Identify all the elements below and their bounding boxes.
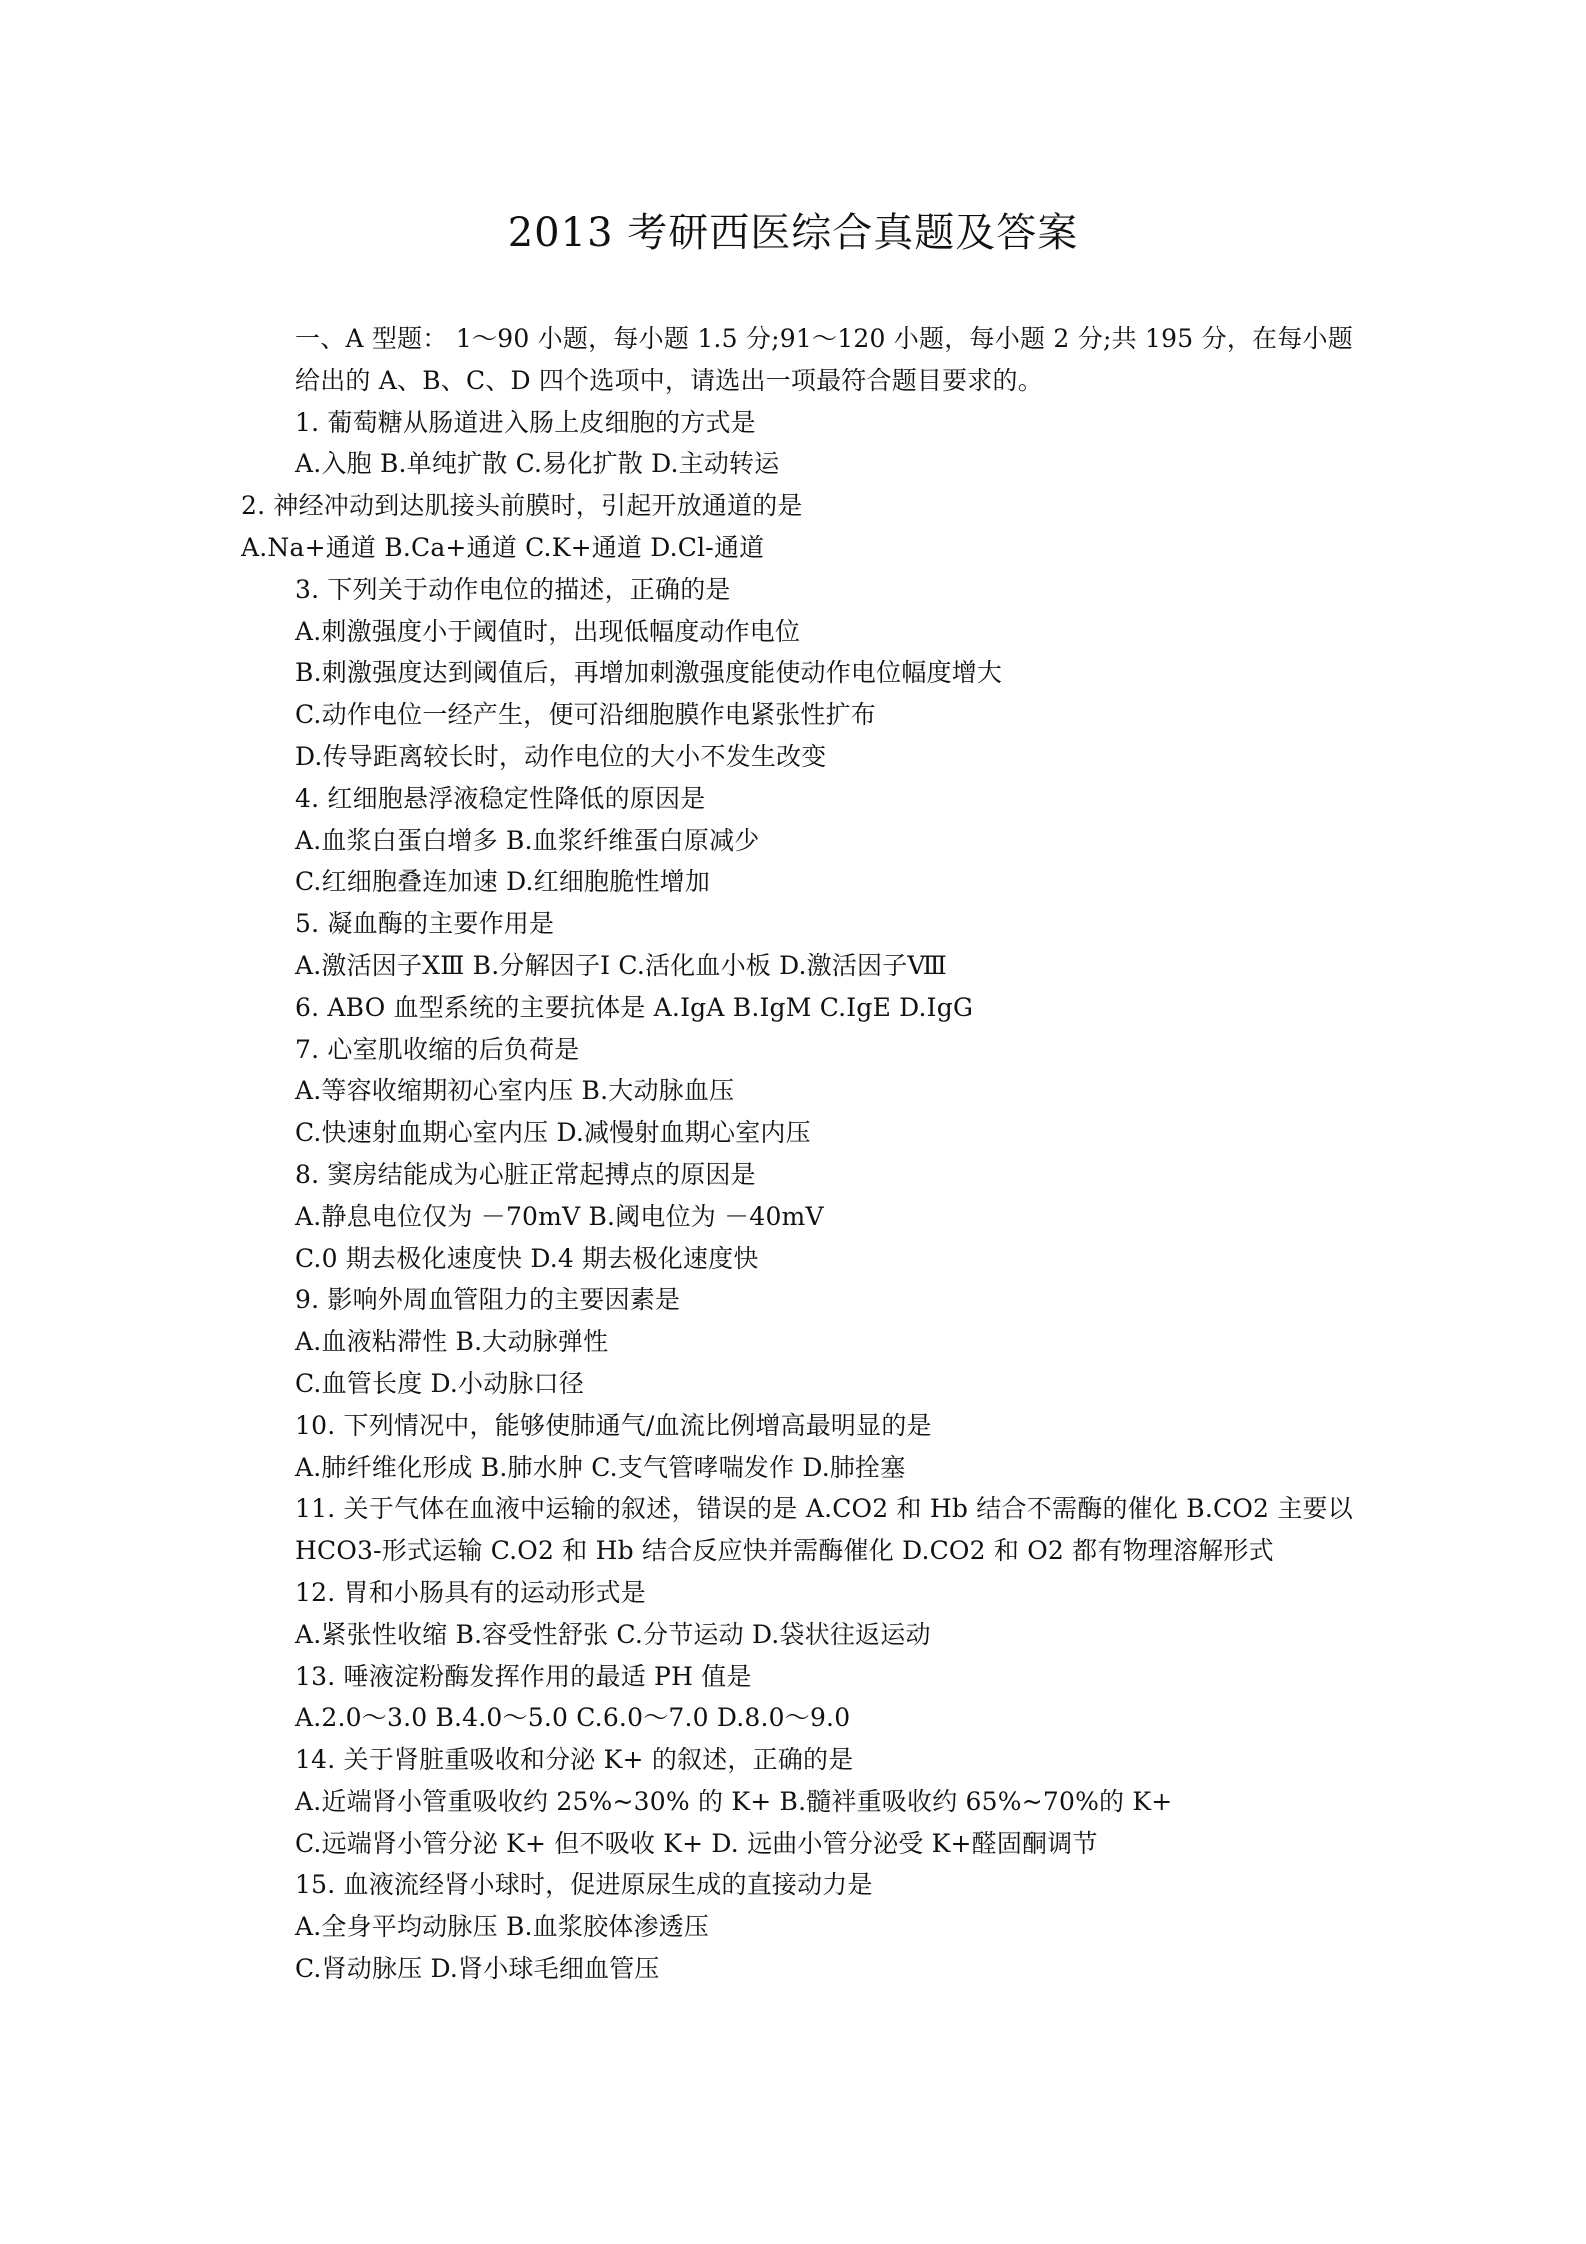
text-line: 9. 影响外周血管阻力的主要因素是 [295, 1285, 681, 1315]
text-line: 5. 凝血酶的主要作用是 [295, 909, 555, 939]
text-line: 一、A 型题： 1～90 小题，每小题 1.5 分;91～120 小题，每小题 2 分;共 195 分，在每小题给出的 A、B、C、D 四个选项中，请选出一项最符合题目要求的。 [295, 324, 1353, 395]
text-line: 12. 胃和小肠具有的运动形式是 [295, 1577, 646, 1607]
text-line: C.红细胞叠连加速 D.红细胞脆性增加 [295, 867, 711, 897]
text-line: 15. 血液流经肾小球时，促进原尿生成的直接动力是 [295, 1870, 873, 1900]
text-line: A.近端肾小管重吸收约 25%~30% 的 K+ B.髓袢重吸收约 65%~70%的 K+ [295, 1786, 1173, 1816]
text-line: A.等容收缩期初心室内压 B.大动脉血压 [295, 1076, 735, 1106]
text-line: 7. 心室肌收缩的后负荷是 [295, 1034, 580, 1064]
text-line: 3. 下列关于动作电位的描述，正确的是 [295, 574, 731, 604]
text-line: A.血浆白蛋白增多 B.血浆纤维蛋白原减少 [295, 825, 760, 855]
text-line: A.全身平均动脉压 B.血浆胶体渗透压 [295, 1912, 710, 1942]
text-line: 2. 神经冲动到达肌接头前膜时，引起开放通道的是 [241, 491, 803, 521]
text-line: A.血液粘滞性 B.大动脉弹性 [295, 1327, 609, 1357]
text-line: A.静息电位仅为 －70mV B.阈电位为 －40mV [295, 1201, 824, 1231]
text-line: A.Na+通道 B.Ca+通道 C.K+通道 D.Cl-通道 [241, 532, 765, 562]
text-line: 14. 关于肾脏重吸收和分泌 K+ 的叙述，正确的是 [295, 1745, 854, 1775]
text-line: 10. 下列情况中，能够使肺通气/血流比例增高最明显的是 [295, 1410, 932, 1440]
text-line: D.传导距离较长时，动作电位的大小不发生改变 [295, 741, 827, 771]
text-line: A.激活因子ⅩⅢ B.分解因子Ⅰ C.活化血小板 D.激活因子Ⅷ [295, 950, 948, 980]
text-line: A.紧张性收缩 B.容受性舒张 C.分节运动 D.袋状往返运动 [295, 1619, 931, 1649]
text-line: C.0 期去极化速度快 D.4 期去极化速度快 [295, 1243, 759, 1273]
text-line: 13. 唾液淀粉酶发挥作用的最适 PH 值是 [295, 1661, 752, 1691]
text-line: A.入胞 B.单纯扩散 C.易化扩散 D.主动转运 [295, 449, 780, 479]
text-line: C.肾动脉压 D.肾小球毛细血管压 [295, 1954, 660, 1984]
text-line: C.动作电位一经产生，便可沿细胞膜作电紧张性扩布 [295, 700, 876, 730]
text-line: C.血管长度 D.小动脉口径 [295, 1368, 585, 1398]
text-line: B.刺激强度达到阈值后，再增加刺激强度能使动作电位幅度增大 [295, 658, 1003, 688]
text-line: 4. 红细胞悬浮液稳定性降低的原因是 [295, 783, 706, 813]
text-line: 8. 窦房结能成为心脏正常起搏点的原因是 [295, 1159, 756, 1189]
page-title: 2013 考研西医综合真题及答案 [507, 210, 1079, 256]
text-line: 11. 关于气体在血液中运输的叙述，错误的是 A.CO2 和 Hb 结合不需酶的催化 B.CO2 主要以 HCO3-形式运输 C.O2 和 Hb 结合反应快并需酶催化 D.CO2 和 O2 都有物理溶解形式 [295, 1494, 1353, 1566]
text-line: A.刺激强度小于阈值时，出现低幅度动作电位 [295, 616, 801, 646]
text-line: 6. ABO 血型系统的主要抗体是 A.IgA B.IgM C.IgE D.IgG [295, 992, 974, 1022]
document-body [241, 318, 1353, 1990]
text-line: A.肺纤维化形成 B.肺水肿 C.支气管哮喘发作 D.肺拴塞 [295, 1452, 906, 1482]
text-line: 1. 葡萄糖从肠道进入肠上皮细胞的方式是 [295, 407, 756, 437]
text-line: C.远端肾小管分泌 K+ 但不吸收 K+ D. 远曲小管分泌受 K+醛固酮调节 [295, 1828, 1098, 1858]
text-line: C.快速射血期心室内压 D.减慢射血期心室内压 [295, 1118, 811, 1148]
text-line: A.2.0～3.0 B.4.0～5.0 C.6.0～7.0 D.8.0～9.0 [295, 1703, 851, 1733]
